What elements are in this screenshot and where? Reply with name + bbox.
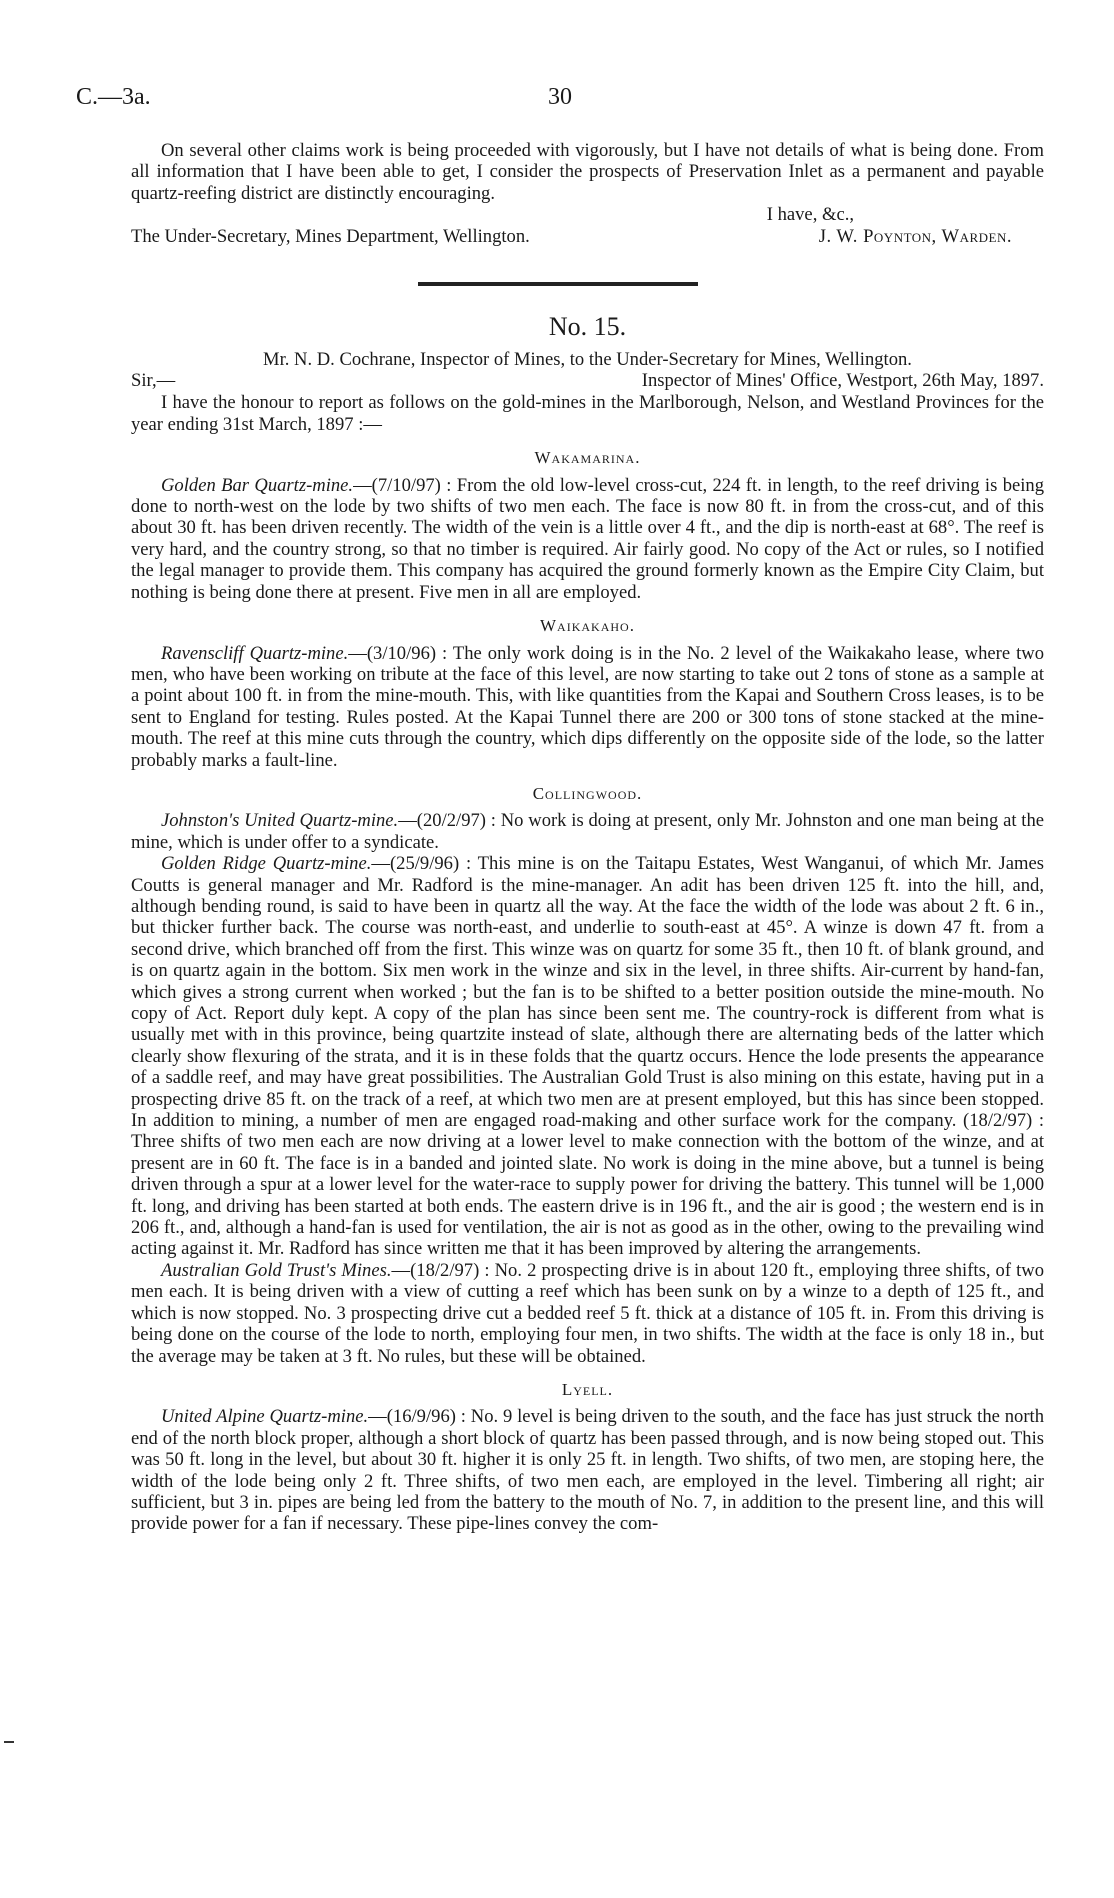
section-divider xyxy=(418,282,698,286)
entry-johnstons-united xyxy=(131,810,1044,853)
mine-name: Golden Bar Quartz-mine. xyxy=(161,474,354,496)
office-date: Inspector of Mines' Office, Westport, 26th May, 1897. xyxy=(641,370,1044,392)
signature-row xyxy=(131,226,1044,248)
margin-mark xyxy=(4,1741,14,1743)
entry-golden-bar xyxy=(131,475,1044,603)
section-heading-waikakaho: Waikakaho. xyxy=(540,616,635,636)
entry-text: —(25/9/96) : This mine is on the Taitapu Estates, West Wanganui, of which Mr. James Coutts is general manager and Mr. Radford is the mine-manager. An adit has been driven 125 ft. into the hill, and, although bending round, is said to have been in quartz all the way. At the face the width of the lode was about 2 ft. 6 in., but thicker further back. The course was north-east, and underlie to south-east at 45°. A winze is down 47 ft. from a second drive, which branched off from the first. This winze was on quartz for some 35 ft., then 10 ft. of blank ground, and is on quartz again in the bottom. Six men work in the winze and six in the level, in three shifts. Air-current by hand-fan, which gives a strong current when worked ; but the fan is to be shifted to a better position outside the mine-mouth. No copy of Act. Report duly kept. A copy of the plan has since been sent me. The country-rock is different from what is usually met with in this province, being quartzite instead of slate, although there are alternating beds of the latter which clearly show flexuring of the strata, and it is in these folds that the quartz occurs. Hence the lode presents the appearance of a saddle reef, and may have great possibilities. The Australian Gold Trust is also mining on this estate, having put in a prospecting drive 85 ft. on the track of a reef, at which two men are at present employed, but this has since been stopped. In addition to mining, a number of men are engaged road-making and other surface work for the company. (18/2/97) : Three shifts of two men each are now driving at a lower level to make connection with the bottom of the winze, and at present are in 60 ft. The face is in a banded and jointed slate. No work is doing in the mine above, but a tunnel is being driven through a spur at a lower level for the water-race to supply power for driving the battery. This tunnel will be 1,000 ft. long, and driving has been started at both ends. The eastern drive is in 196 ft., and the air is good ; the western end is in 206 ft., and, although a hand-fan is used for ventilation, the air is not as good as in the other, owing to the prevailing wind acting against it. Mr. Radford has since written me that it has been improved by altering the arrangements. xyxy=(131,853,1044,1260)
paper-reference: C.—3a. xyxy=(76,84,151,110)
section-heading-lyell: Lyell. xyxy=(561,1379,614,1399)
salutation-row xyxy=(131,370,1044,392)
entry-text: —(7/10/97) : From the old low-level cross-cut, 224 ft. in length, to the reef driving is being done to north-west on the lode by two shifts of two men each. The face is now 80 ft. in from the cross-cut, and of this about 30 ft. has been driven recently. The width of the vein is a little over 4 ft., and the dip is north-east at 68°. The reef is very hard, and the country strong, so that no timber is required. Air fairly good. No copy of the Act or rules, so I notified the legal manager to provide them. This company has acquired the ground formerly known as the Empire City Claim, but nothing is being done there at present. Five men in all are employed. xyxy=(131,474,1044,603)
mine-name: Ravenscliff Quartz-mine. xyxy=(161,642,349,664)
mine-name: Golden Ridge Quartz-mine. xyxy=(161,853,372,875)
salutation: Sir,— xyxy=(131,370,176,392)
report-opening: I have the honour to report as follows on the gold-mines in the Marlborough, Nelson, and Westland Provinces for the year ending 31st March, 1897 :— xyxy=(131,392,1044,435)
page-header xyxy=(0,84,1114,118)
entry-australian-gold-trust xyxy=(131,1260,1044,1367)
mine-name: United Alpine Quartz-mine. xyxy=(161,1406,369,1428)
entry-golden-ridge xyxy=(131,853,1044,1260)
report-number: No. 15. xyxy=(548,311,627,341)
entry-united-alpine xyxy=(131,1406,1044,1534)
closing-have: I have, &c., xyxy=(766,204,854,226)
signature: J. W. Poynton, Warden. xyxy=(818,225,1012,247)
addressee: The Under-Secretary, Mines Department, Wellington. xyxy=(131,225,530,247)
page-body xyxy=(131,140,1044,1535)
entry-text: —(20/2/97) : No work is doing at present, only Mr. Johnston and one man being at the mine, which is under offer to a syndicate. xyxy=(131,810,1044,853)
entry-text: —(16/9/96) : No. 9 level is being driven to the south, and the face has just struck the north end of the north block proper, although a short block of quartz has been passed through, and is now being stoped out. This was 50 ft. long in the level, but about 30 ft. higher it is only 25 ft. in length. Two shifts, of two men, are stoping here, the width of the lode being only 2 ft. Three shifts, of two men each, are employed in the level. Timbering all right; air sufficient, but 3 in. pipes are being led from the battery to the mouth of No. 7, in addition to the present line, and this will provide power for a fan if necessary. These pipe-lines convey the com- xyxy=(131,1406,1044,1535)
mine-name: Johnston's United Quartz-mine. xyxy=(161,810,399,832)
mine-name: Australian Gold Trust's Mines. xyxy=(161,1259,392,1281)
section-heading-wakamarina: Wakamarina. xyxy=(534,448,641,468)
page-number: 30 xyxy=(548,84,572,110)
entry-ravenscliff xyxy=(131,643,1044,771)
report-address: Mr. N. D. Cochrane, Inspector of Mines, to the Under-Secretary for Mines, Wellington. xyxy=(263,349,912,371)
entry-text: —(3/10/96) : The only work doing is in the No. 2 level of the Waikakaho lease, where two men, who have been working on tribute at the face of this level, are now starting to take out 2 tons of stone as a sample at a point about 100 ft. in from the mine-mouth. This, with like quantities from the Kapai and Southern Cross leases, is to be sent to England for testing. Rules posted. At the Kapai Tunnel there are 200 or 300 tons of stone stacked at the mine-mouth. The reef at this mine cuts through the country, which dips differently on the opposite side of the lode, so the latter probably marks a fault-line. xyxy=(131,642,1044,771)
section-heading-collingwood: Collingwood. xyxy=(532,783,643,803)
entry-text: —(18/2/97) : No. 2 prospecting drive is in about 120 ft., employing three shifts, of two men each. It is being driven with a view of cutting a reef which has been sunk on by a winze to a depth of 125 ft., and which is now stopped. No. 3 prospecting drive cut a bedded reef 5 ft. thick at a distance of 105 ft. in. From this driving is being done on the course of the lode to north, employing four men, in two shifts. The width at the face is only 18 in., but the average may be taken at 3 ft. No rules, but these will be obtained. xyxy=(131,1259,1045,1367)
intro-paragraph: On several other claims work is being proceeded with vigorously, but I have not details of what is being done. From all information that I have been able to get, I consider the prospects of Preservation Inlet as a permanent and payable quartz-reefing district are distinctly encouraging. xyxy=(131,140,1044,204)
